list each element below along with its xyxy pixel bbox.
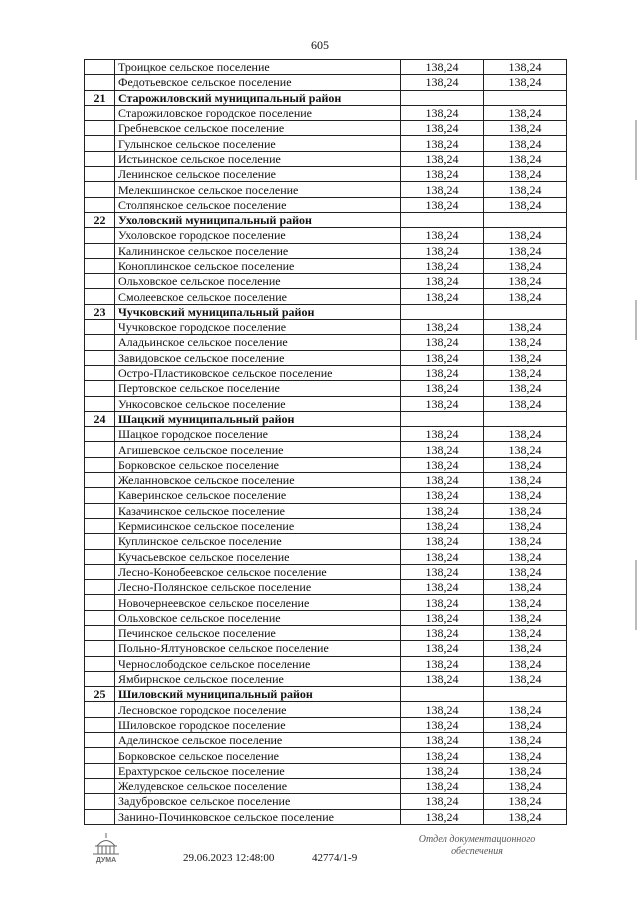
row-number xyxy=(85,320,115,335)
district-row xyxy=(85,687,567,702)
value-col-2 xyxy=(484,90,567,105)
settlement-row xyxy=(85,136,567,151)
settlement-row xyxy=(85,763,567,778)
value-col-2: 138,24 xyxy=(484,473,567,488)
district-row xyxy=(85,411,567,426)
settlement-row xyxy=(85,488,567,503)
page-number: 605 xyxy=(311,38,329,52)
settlement-name: Чернослободское сельское поселение xyxy=(115,656,401,671)
value-col-2: 138,24 xyxy=(484,702,567,717)
settlement-row xyxy=(85,105,567,120)
row-number xyxy=(85,121,115,136)
value-col-1: 138,24 xyxy=(401,350,484,365)
value-col-1 xyxy=(401,90,484,105)
settlement-name: Ленинское сельское поселение xyxy=(115,167,401,182)
row-number xyxy=(85,641,115,656)
settlement-row xyxy=(85,733,567,748)
row-number: 23 xyxy=(85,304,115,319)
settlement-row xyxy=(85,534,567,549)
value-col-1: 138,24 xyxy=(401,457,484,472)
value-col-2: 138,24 xyxy=(484,809,567,824)
settlement-name: Калининское сельское поселение xyxy=(115,243,401,258)
settlement-row xyxy=(85,75,567,90)
settlements-table xyxy=(84,59,567,825)
settlement-row xyxy=(85,595,567,610)
row-number xyxy=(85,396,115,411)
value-col-2 xyxy=(484,687,567,702)
settlement-name: Ольховское сельское поселение xyxy=(115,610,401,625)
value-col-2: 138,24 xyxy=(484,197,567,212)
value-col-2: 138,24 xyxy=(484,503,567,518)
value-col-2: 138,24 xyxy=(484,778,567,793)
value-col-1: 138,24 xyxy=(401,151,484,166)
value-col-1: 138,24 xyxy=(401,702,484,717)
settlement-name: Ерахтурское сельское поселение xyxy=(115,763,401,778)
row-number xyxy=(85,335,115,350)
settlement-name: Гулынское сельское поселение xyxy=(115,136,401,151)
value-col-2: 138,24 xyxy=(484,335,567,350)
value-col-1 xyxy=(401,212,484,227)
row-number: 21 xyxy=(85,90,115,105)
value-col-2 xyxy=(484,212,567,227)
settlement-name: Лесно-Конобеевское сельское поселение xyxy=(115,564,401,579)
row-number xyxy=(85,457,115,472)
value-col-2: 138,24 xyxy=(484,258,567,273)
value-col-1: 138,24 xyxy=(401,473,484,488)
scan-edge-mark xyxy=(635,300,637,340)
settlement-row xyxy=(85,320,567,335)
row-number xyxy=(85,717,115,732)
settlement-row xyxy=(85,503,567,518)
value-col-1: 138,24 xyxy=(401,488,484,503)
settlement-name: Пертовское сельское поселение xyxy=(115,381,401,396)
value-col-1: 138,24 xyxy=(401,182,484,197)
value-col-2: 138,24 xyxy=(484,748,567,763)
row-number xyxy=(85,60,115,75)
value-col-2: 138,24 xyxy=(484,121,567,136)
value-col-1: 138,24 xyxy=(401,564,484,579)
row-number xyxy=(85,365,115,380)
value-col-2: 138,24 xyxy=(484,794,567,809)
value-col-2: 138,24 xyxy=(484,151,567,166)
value-col-2: 138,24 xyxy=(484,763,567,778)
row-number xyxy=(85,549,115,564)
settlement-row xyxy=(85,121,567,136)
settlement-row xyxy=(85,228,567,243)
value-col-2 xyxy=(484,304,567,319)
value-col-1: 138,24 xyxy=(401,595,484,610)
settlement-name: Шацкое городское поселение xyxy=(115,427,401,442)
settlement-name: Мелекшинское сельское поселение xyxy=(115,182,401,197)
row-number xyxy=(85,809,115,824)
value-col-2: 138,24 xyxy=(484,442,567,457)
value-col-1: 138,24 xyxy=(401,289,484,304)
settlement-row xyxy=(85,396,567,411)
settlement-name: Кучасьевское сельское поселение xyxy=(115,549,401,564)
settlement-name: Столпянское сельское поселение xyxy=(115,197,401,212)
row-number xyxy=(85,564,115,579)
row-number xyxy=(85,228,115,243)
stamp-line-1: Отдел документационного xyxy=(418,834,536,845)
value-col-1: 138,24 xyxy=(401,534,484,549)
row-number: 24 xyxy=(85,411,115,426)
value-col-1: 138,24 xyxy=(401,335,484,350)
settlement-row xyxy=(85,167,567,182)
row-number xyxy=(85,625,115,640)
settlement-row xyxy=(85,243,567,258)
scan-edge-mark xyxy=(635,120,637,180)
settlement-row xyxy=(85,182,567,197)
value-col-1: 138,24 xyxy=(401,656,484,671)
value-col-1: 138,24 xyxy=(401,258,484,273)
value-col-1: 138,24 xyxy=(401,518,484,533)
settlement-row xyxy=(85,610,567,625)
district-row xyxy=(85,90,567,105)
value-col-1: 138,24 xyxy=(401,442,484,457)
row-number xyxy=(85,518,115,533)
value-col-2: 138,24 xyxy=(484,595,567,610)
value-col-2: 138,24 xyxy=(484,427,567,442)
settlement-name: Аделинское сельское поселение xyxy=(115,733,401,748)
row-number xyxy=(85,610,115,625)
value-col-2: 138,24 xyxy=(484,167,567,182)
value-col-2: 138,24 xyxy=(484,365,567,380)
row-number xyxy=(85,381,115,396)
value-col-1: 138,24 xyxy=(401,549,484,564)
settlement-name: Коноплинское сельское поселение xyxy=(115,258,401,273)
settlement-row xyxy=(85,274,567,289)
value-col-2: 138,24 xyxy=(484,396,567,411)
settlement-name: Польно-Ялтуновское сельское поселение xyxy=(115,641,401,656)
value-col-1: 138,24 xyxy=(401,733,484,748)
value-col-1 xyxy=(401,687,484,702)
row-number xyxy=(85,136,115,151)
settlement-name: Борковское сельское поселение xyxy=(115,748,401,763)
value-col-2: 138,24 xyxy=(484,182,567,197)
row-number xyxy=(85,763,115,778)
district-name: Шацкий муниципальный район xyxy=(115,411,401,426)
value-col-1: 138,24 xyxy=(401,778,484,793)
value-col-2: 138,24 xyxy=(484,733,567,748)
value-col-2: 138,24 xyxy=(484,625,567,640)
settlement-row xyxy=(85,702,567,717)
value-col-1: 138,24 xyxy=(401,274,484,289)
scan-edge-mark xyxy=(635,560,637,630)
settlement-name: Задубровское сельское поселение xyxy=(115,794,401,809)
district-name: Старожиловский муниципальный район xyxy=(115,90,401,105)
value-col-1: 138,24 xyxy=(401,320,484,335)
value-col-1: 138,24 xyxy=(401,503,484,518)
value-col-2: 138,24 xyxy=(484,228,567,243)
settlement-name: Остро-Пластиковское сельское поселение xyxy=(115,365,401,380)
row-number xyxy=(85,595,115,610)
row-number xyxy=(85,473,115,488)
value-col-2: 138,24 xyxy=(484,243,567,258)
value-col-1: 138,24 xyxy=(401,75,484,90)
value-col-1: 138,24 xyxy=(401,794,484,809)
value-col-1: 138,24 xyxy=(401,763,484,778)
settlement-row xyxy=(85,778,567,793)
table-body xyxy=(85,60,567,825)
value-col-1: 138,24 xyxy=(401,809,484,824)
settlement-row xyxy=(85,381,567,396)
settlement-name: Каверинское сельское поселение xyxy=(115,488,401,503)
duma-emblem-icon xyxy=(88,832,124,864)
district-name: Ухоловский муниципальный район xyxy=(115,212,401,227)
value-col-2: 138,24 xyxy=(484,671,567,686)
settlement-name: Агишевское сельское поселение xyxy=(115,442,401,457)
settlement-name: Чучковское городское поселение xyxy=(115,320,401,335)
row-number xyxy=(85,503,115,518)
settlement-row xyxy=(85,671,567,686)
value-col-1: 138,24 xyxy=(401,121,484,136)
settlement-row xyxy=(85,794,567,809)
svg-text:ДУМА: ДУМА xyxy=(95,857,117,864)
value-col-2: 138,24 xyxy=(484,549,567,564)
row-number xyxy=(85,671,115,686)
value-col-2: 138,24 xyxy=(484,656,567,671)
value-col-2: 138,24 xyxy=(484,580,567,595)
value-col-1: 138,24 xyxy=(401,60,484,75)
settlement-row xyxy=(85,457,567,472)
row-number xyxy=(85,656,115,671)
settlement-name: Лесно-Полянское сельское поселение xyxy=(115,580,401,595)
settlement-row xyxy=(85,365,567,380)
district-row xyxy=(85,212,567,227)
value-col-2: 138,24 xyxy=(484,274,567,289)
value-col-2 xyxy=(484,411,567,426)
value-col-1 xyxy=(401,411,484,426)
row-number xyxy=(85,748,115,763)
value-col-2: 138,24 xyxy=(484,105,567,120)
footer-doc-code: 42774/1-9 xyxy=(312,852,358,864)
district-row xyxy=(85,304,567,319)
row-number xyxy=(85,794,115,809)
settlement-row xyxy=(85,625,567,640)
value-col-2: 138,24 xyxy=(484,60,567,75)
settlement-name: Смолеевское сельское поселение xyxy=(115,289,401,304)
settlement-name: Новочернеевское сельское поселение xyxy=(115,595,401,610)
stamp-line-2: обеспечения xyxy=(451,846,503,857)
value-col-2: 138,24 xyxy=(484,717,567,732)
value-col-2: 138,24 xyxy=(484,518,567,533)
value-col-1: 138,24 xyxy=(401,381,484,396)
value-col-1: 138,24 xyxy=(401,641,484,656)
settlement-name: Ункосовское сельское поселение xyxy=(115,396,401,411)
settlement-name: Казачинское сельское поселение xyxy=(115,503,401,518)
value-col-2: 138,24 xyxy=(484,564,567,579)
footer-stamp xyxy=(398,834,556,858)
row-number xyxy=(85,289,115,304)
value-col-1: 138,24 xyxy=(401,396,484,411)
settlement-row xyxy=(85,748,567,763)
value-col-1: 138,24 xyxy=(401,427,484,442)
settlement-name: Гребневское сельское поселение xyxy=(115,121,401,136)
settlement-row xyxy=(85,809,567,824)
settlement-row xyxy=(85,151,567,166)
settlement-name: Куплинское сельское поселение xyxy=(115,534,401,549)
settlement-name: Занино-Починковское сельское поселение xyxy=(115,809,401,824)
settlement-name: Завидовское сельское поселение xyxy=(115,350,401,365)
row-number xyxy=(85,243,115,258)
value-col-2: 138,24 xyxy=(484,457,567,472)
value-col-1: 138,24 xyxy=(401,197,484,212)
row-number xyxy=(85,580,115,595)
settlement-name: Желанновское сельское поселение xyxy=(115,473,401,488)
settlement-name: Ямбирнское сельское поселение xyxy=(115,671,401,686)
row-number xyxy=(85,778,115,793)
row-number xyxy=(85,167,115,182)
row-number xyxy=(85,151,115,166)
row-number xyxy=(85,274,115,289)
row-number xyxy=(85,197,115,212)
settlement-row xyxy=(85,197,567,212)
value-col-1: 138,24 xyxy=(401,610,484,625)
row-number xyxy=(85,534,115,549)
settlement-row xyxy=(85,641,567,656)
settlement-name: Шиловское городское поселение xyxy=(115,717,401,732)
value-col-1: 138,24 xyxy=(401,365,484,380)
row-number xyxy=(85,75,115,90)
value-col-1: 138,24 xyxy=(401,167,484,182)
value-col-1: 138,24 xyxy=(401,748,484,763)
settlement-name: Истьинское сельское поселение xyxy=(115,151,401,166)
row-number: 25 xyxy=(85,687,115,702)
value-col-2: 138,24 xyxy=(484,641,567,656)
settlement-name: Печинское сельское поселение xyxy=(115,625,401,640)
row-number xyxy=(85,442,115,457)
value-col-2: 138,24 xyxy=(484,350,567,365)
settlement-row xyxy=(85,717,567,732)
row-number xyxy=(85,350,115,365)
settlement-row xyxy=(85,549,567,564)
settlement-name: Лесновское городское поселение xyxy=(115,702,401,717)
value-col-1: 138,24 xyxy=(401,228,484,243)
value-col-1: 138,24 xyxy=(401,136,484,151)
settlement-row xyxy=(85,427,567,442)
value-col-2: 138,24 xyxy=(484,289,567,304)
settlement-row xyxy=(85,580,567,595)
district-name: Чучковский муниципальный район xyxy=(115,304,401,319)
value-col-1 xyxy=(401,304,484,319)
value-col-2: 138,24 xyxy=(484,381,567,396)
value-col-1: 138,24 xyxy=(401,580,484,595)
settlement-row xyxy=(85,564,567,579)
settlement-row xyxy=(85,335,567,350)
settlement-row xyxy=(85,473,567,488)
row-number xyxy=(85,427,115,442)
value-col-1: 138,24 xyxy=(401,105,484,120)
settlement-name: Борковское сельское поселение xyxy=(115,457,401,472)
value-col-2: 138,24 xyxy=(484,320,567,335)
value-col-2: 138,24 xyxy=(484,136,567,151)
row-number xyxy=(85,488,115,503)
settlement-row xyxy=(85,442,567,457)
value-col-1: 138,24 xyxy=(401,671,484,686)
value-col-2: 138,24 xyxy=(484,610,567,625)
value-col-2: 138,24 xyxy=(484,488,567,503)
settlement-row xyxy=(85,289,567,304)
settlement-name: Троицкое сельское поселение xyxy=(115,60,401,75)
value-col-1: 138,24 xyxy=(401,625,484,640)
row-number xyxy=(85,733,115,748)
row-number xyxy=(85,702,115,717)
row-number xyxy=(85,105,115,120)
settlement-name: Ухоловское городское поселение xyxy=(115,228,401,243)
settlement-row xyxy=(85,350,567,365)
value-col-1: 138,24 xyxy=(401,717,484,732)
row-number: 22 xyxy=(85,212,115,227)
settlement-row xyxy=(85,60,567,75)
settlement-name: Ольховское сельское поселение xyxy=(115,274,401,289)
settlement-row xyxy=(85,518,567,533)
settlement-name: Кермисинское сельское поселение xyxy=(115,518,401,533)
value-col-2: 138,24 xyxy=(484,75,567,90)
settlement-row xyxy=(85,656,567,671)
settlement-name: Старожиловское городское поселение xyxy=(115,105,401,120)
settlement-name: Федотьевское сельское поселение xyxy=(115,75,401,90)
settlement-row xyxy=(85,258,567,273)
row-number xyxy=(85,258,115,273)
footer-datetime: 29.06.2023 12:48:00 xyxy=(183,852,275,864)
district-name: Шиловский муниципальный район xyxy=(115,687,401,702)
settlement-name: Желудевское сельское поселение xyxy=(115,778,401,793)
value-col-1: 138,24 xyxy=(401,243,484,258)
row-number xyxy=(85,182,115,197)
settlement-name: Аладьинское сельское поселение xyxy=(115,335,401,350)
value-col-2: 138,24 xyxy=(484,534,567,549)
